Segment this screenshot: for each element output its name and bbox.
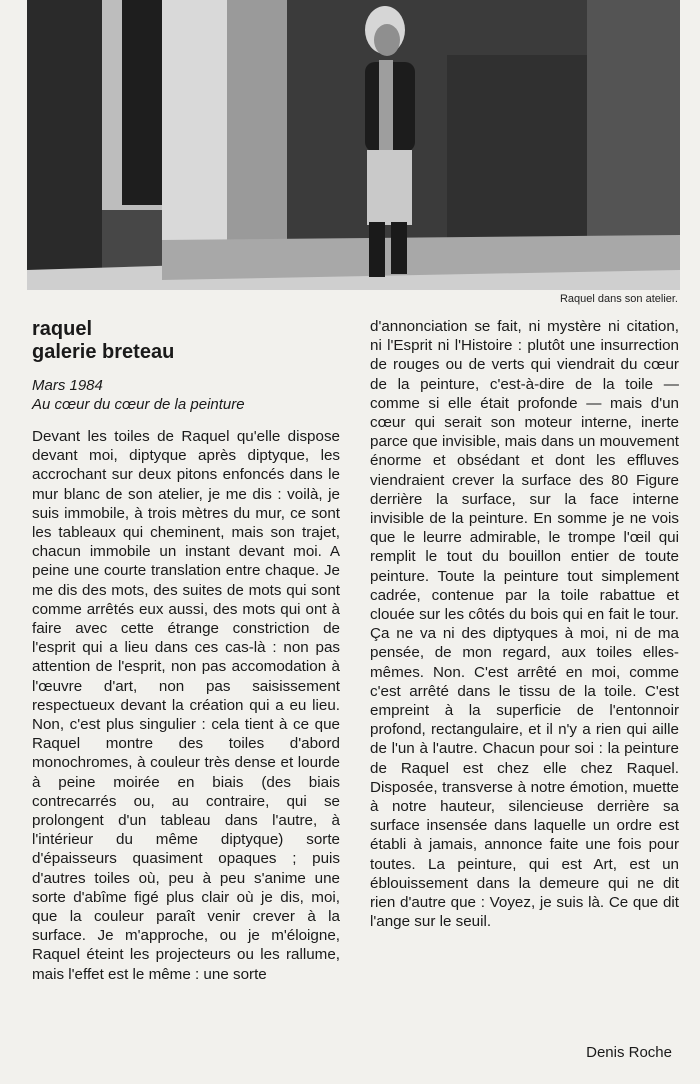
article-dateline (32, 376, 342, 414)
article-headline (32, 318, 332, 364)
body-paragraph-right: d'annonciation se fait, ni mystère ni citation, ni l'Esprit ni l'Histoire : plutôt une insurrection de rouges ou de verts qui viendrait du cœur de la peinture, c'est-à-dire de la toile — comme si elle était profonde — mais d'un cœur qui serait son moteur interne, inerte parce que invisible, mais dans un mouvement énorme et obsédant et dont les effluves viendraient crever la surface des 80 Figure derrière la surface, sur la face interne invisible de la peinture. En somme je ne vois que le leurre admirable, le trompe l'œil qui remplit le tout du bouillon entier de toute peinture. Toute la peinture tout simplement cadrée, contenue par la toile rabattue et clouée sur les côtés du bois qui en fait le tour. Ça ne va ni des diptyques à moi, ni de ma pensée, de mon regard, aux toiles elles-mêmes. Non. C'est arrêté en moi, comme c'est arrêté dans le tissu de la toile. C'est empreint à la superficie de l'entonnoir profond, rectangulaire, et il n'y a rien qui aille de l'un à l'autre. Chacun pour soi : la peinture de Raquel est chez elle chez Raquel. Disposée, transverse à notre émotion, muette à notre hauteur, silencieuse derrière sa surface insensée dans laquelle un ordre est établi à jamais, annonce faite une fois pour toutes. La peinture, qui est Art, est un éblouissement dans la demeure qui ne dit rien d'autre que : Voyez, je suis là. Ce que dit l'ange sur le seuil. (370, 318, 679, 931)
text-column-right (370, 317, 679, 932)
photo-illustration (27, 0, 680, 290)
text-column-left (32, 427, 340, 984)
body-paragraph-left: Devant les toiles de Raquel qu'elle dispose devant moi, diptyque après diptyque, les accrochant sur deux pitons enfoncés dans le mur blanc de son atelier, je me dis : voilà, je suis immobile, à trois mètres du mur, ce sont les tableaux qui cheminent, mais son trajet, chacun immobile un instant devant moi. A peine une courte translation entre chaque. Je me dis des mots, des suites de mots qui sont comme arrêtés eux aussi, des mots qui ont à faire avec cette étrange constriction de l'esprit qui a lieu dans ces cas-là : non pas attention de l'esprit, non pas accomodation à l'œuvre d'art, non pas saisissement respectueux devant la création qui a eu lieu. Non, c'est plus singulier : cela tient à ce que Raquel montre des toiles d'abord monochromes, à couleur très dense et lourde à peine moirée en biais (des biais contrecarrés ou, au contraire, qui se prolongent d'un tableau dans l'autre, à l'intérieur du même diptyque) sorte d'épaisseurs quasiment opaques ; puis d'autres toiles où, peu à peu s'anime une sorte d'abîme figé plus clair où je dis, moi, que la couleur paraît venir crever à la surface. Je m'approche, ou je m'éloigne, Raquel éteint les projecteurs ou les rallume, mais l'effet est le même : une sorte (32, 428, 340, 983)
headline-artist: raquel (32, 318, 93, 340)
article-subtitle: Au cœur du cœur de la peinture (32, 396, 245, 413)
article-date: Mars 1984 (32, 377, 103, 394)
atelier-photo (27, 0, 680, 290)
author-signature: Denis Roche (586, 1044, 672, 1061)
photo-caption: Raquel dans son atelier. (559, 293, 678, 305)
headline-gallery: galerie breteau (32, 341, 175, 363)
